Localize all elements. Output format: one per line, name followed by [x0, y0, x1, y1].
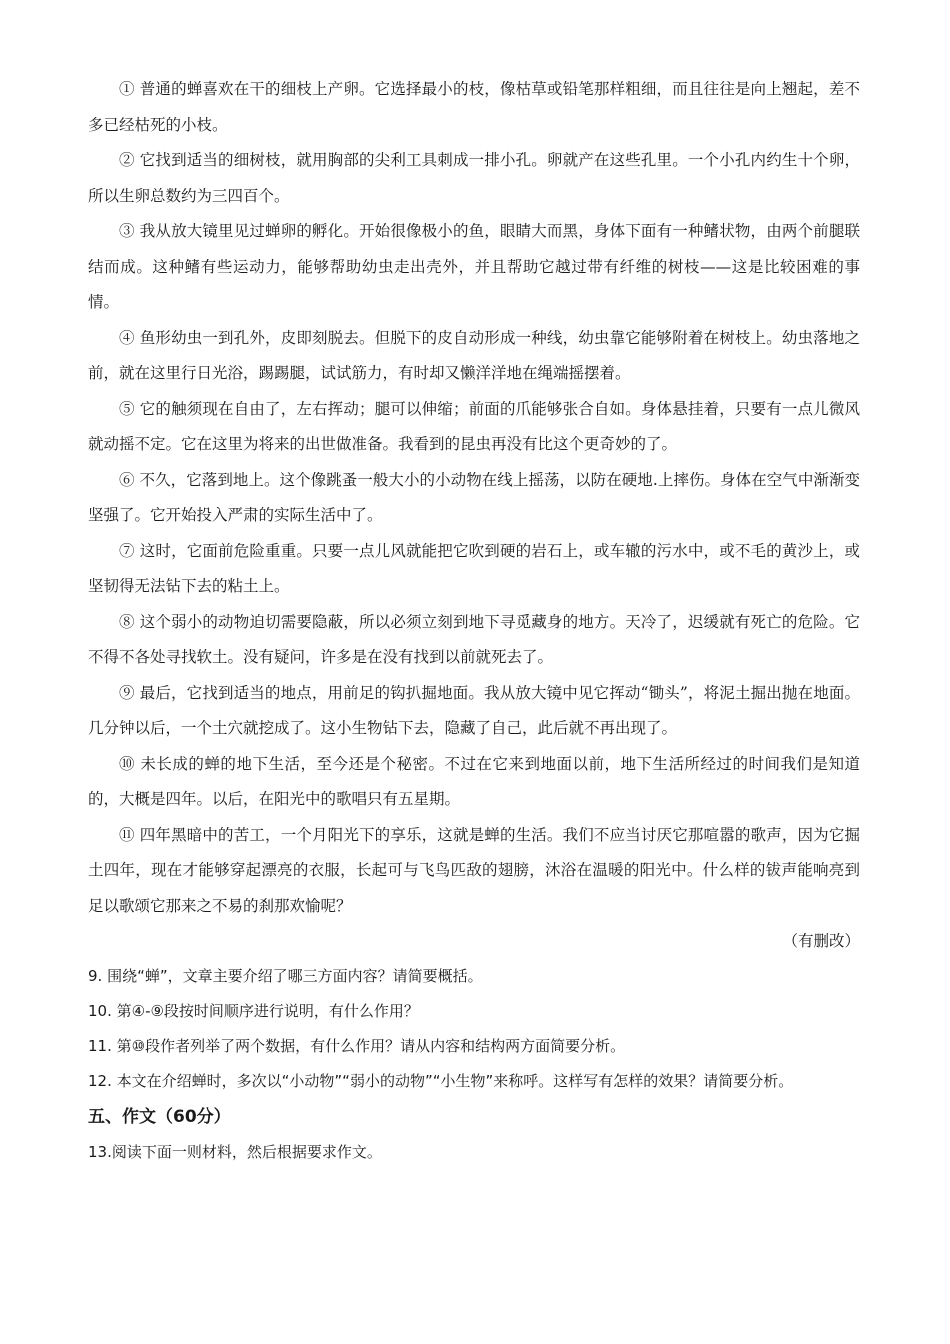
paragraph-4: ④ 鱼形幼虫一到孔外，皮即刻脱去。但脱下的皮自动形成一种线，幼虫靠它能够附着在树枝上。幼虫落地之前，就在这里行日光浴，踢踢腿，试试筋力，有时却又懒洋洋地在绳端摇摆着。	[88, 328, 860, 382]
question-10: 10. 第④-⑨段按时间顺序进行说明，有什么作用？	[88, 1002, 419, 1020]
paragraph-2: ② 它找到适当的细树枝，就用胸部的尖利工具刺成一排小孔。卵就产在这些孔里。一个小孔内约生十个卵，所以生卵总数约为三四百个。	[88, 151, 860, 205]
paragraph-9: ⑨ 最后，它找到适当的地点，用前足的钩扒掘地面。我从放大镜中见它挥动“锄头”，将泥土掘出抛在地面。几分钟以后，一个土穴就挖成了。这小生物钻下去，隐藏了自己，此后就不再出现了。	[88, 683, 860, 737]
essay-prompt: 13.阅读下面一则材料，然后根据要求作文。	[88, 1143, 382, 1161]
document-page	[88, 72, 860, 1170]
question-9: 9. 围绕“蝉”，文章主要介绍了哪三方面内容？请简要概括。	[88, 967, 483, 985]
article	[88, 72, 860, 959]
paragraph-7: ⑦ 这时，它面前危险重重。只要一点儿风就能把它吹到硬的岩石上，或车辙的污水中，或不毛的黄沙上，或坚韧得无法钻下去的粘土上。	[88, 541, 860, 595]
paragraph-10: ⑩ 未长成的蝉的地下生活，至今还是个秘密。不过在它来到地面以前，地下生活所经过的时间我们是知道的，大概是四年。以后，在阳光中的歌唱只有五星期。	[88, 754, 860, 808]
paragraph-8: ⑧ 这个弱小的动物迫切需要隐蔽，所以必须立刻到地下寻觅藏身的地方。天冷了，迟缓就有死亡的危险。它不得不各处寻找软土。没有疑问，许多是在没有找到以前就死去了。	[88, 612, 860, 666]
question-12: 12. 本文在介绍蝉时，多次以“小动物”“弱小的动物”“小生物”来称呼。这样写有怎样的效果？请简要分析。	[88, 1072, 794, 1090]
section-title: 五、作文（60分）	[88, 1107, 231, 1127]
source-note: （有删改）	[782, 932, 860, 950]
paragraph-1: ① 普通的蝉喜欢在干的细枝上产卵。它选择最小的枝，像枯草或铅笔那样粗细，而且往往是向上翘起，差不多已经枯死的小枝。	[88, 80, 860, 134]
paragraph-3: ③ 我从放大镜里见过蝉卵的孵化。开始很像极小的鱼，眼睛大而黑，身体下面有一种鳍状物，由两个前腿联结而成。这种鳍有些运动力，能够帮助幼虫走出壳外，并且帮助它越过带有纤维的树枝——这是比较困难的事情。	[88, 222, 860, 311]
paragraph-11: ⑪ 四年黑暗中的苦工，一个月阳光下的享乐，这就是蝉的生活。我们不应当讨厌它那喧嚣的歌声，因为它掘土四年，现在才能够穿起漂亮的衣服，长起可与飞鸟匹敌的翅膀，沐浴在温暖的阳光中。什么样的钹声能响亮到足以歌颂它那来之不易的刹那欢愉呢？	[88, 825, 860, 915]
paragraph-5: ⑤ 它的触须现在自由了，左右挥动；腿可以伸缩；前面的爪能够张合自如。身体悬挂着，只要有一点儿微风就动摇不定。它在这里为将来的出世做准备。我看到的昆虫再没有比这个更奇妙的了。	[88, 399, 860, 453]
paragraph-6: ⑥ 不久，它落到地上。这个像跳蚤一般大小的小动物在线上摇荡，以防在硬地.上摔伤。身体在空气中渐渐变坚强了。它开始投入严肃的实际生活中了。	[88, 470, 860, 524]
question-list	[88, 959, 860, 1099]
question-11: 11. 第⑩段作者列举了两个数据，有什么作用？请从内容和结构两方面简要分析。	[88, 1037, 626, 1055]
